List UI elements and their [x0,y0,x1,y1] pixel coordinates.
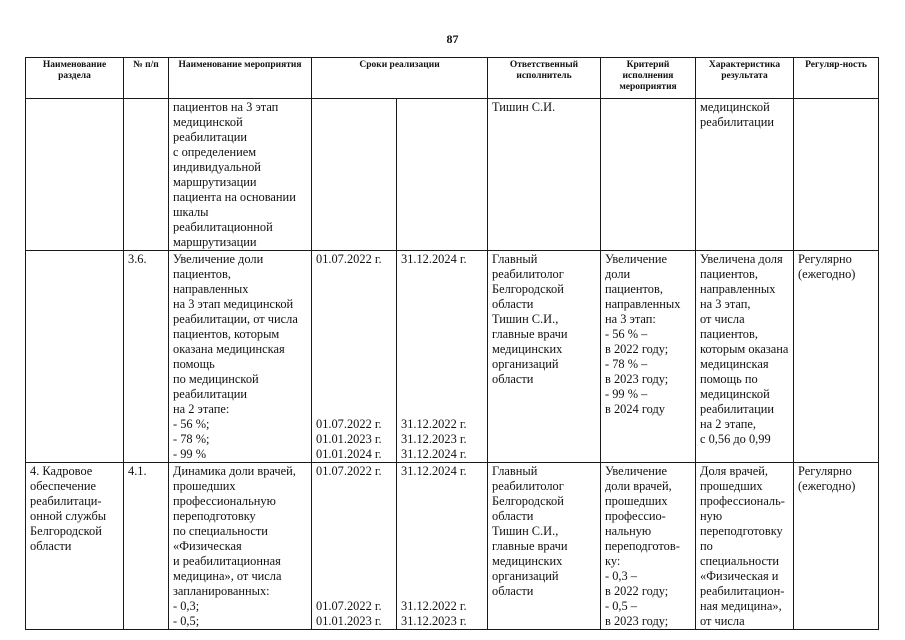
cell-line: по специальности [173,524,268,538]
cell-line: Динамика доли врачей, [173,464,296,478]
executor-cell [488,463,601,630]
cell-line: онной службы [30,509,107,523]
cell-line: - 99 % – [605,387,648,401]
cell-line: - 0,5 – [605,599,638,613]
start-date-cell [312,463,397,630]
cell-line: Белгородской [30,524,102,538]
cell-line: Увеличение доли [173,252,264,266]
criterion-cell [601,251,696,463]
cell-line: 31.12.2023 г. [401,432,467,446]
cell-line: пациентов, которым [173,327,280,341]
cell-line: области [492,297,534,311]
end-date-cell [397,99,488,251]
cell-line: 31.12.2022 г. [401,417,467,431]
cell-line: ная медицина», [700,599,782,613]
cell-line: доли [605,267,631,281]
cell-line: 01.07.2022 г. [316,252,382,266]
cell-line: от числа [700,312,745,326]
cell-line: медицинских [492,554,563,568]
cell-line: на 3 этап медицинской [173,297,294,311]
result-cell [696,251,794,463]
cell-line: Главный [492,252,538,266]
header-row [26,58,879,99]
cell-line: по [700,539,713,553]
cell-line: в 2023 году; [605,372,669,386]
criterion-cell [601,463,696,630]
cell-line: специальности [700,554,780,568]
cell-line: 01.07.2022 г. [316,417,382,431]
cell-line: - 0,5; [173,614,200,628]
cell-line: маршрутизации [173,175,257,189]
table-row [26,99,879,251]
cell-line: переподготовку [173,509,256,523]
cell-line: медицинской [173,115,243,129]
cell-line: направленных [700,282,776,296]
cell-line: организаций [492,357,559,371]
header-executor: Ответственный исполнитель [488,58,601,99]
cell-line: Увеличение [605,464,667,478]
cell-line: Белгородской [492,282,564,296]
cell-line: 31.12.2023 г. [401,614,467,628]
header-dates: Сроки реализации [312,58,488,99]
result-cell [696,463,794,630]
header-section: Наименование раздела [26,58,124,99]
cell-line: реабилитации [700,402,775,416]
header-regularity: Регуляр-ность [794,58,879,99]
regularity-cell [794,463,879,630]
cell-line: прошедших [605,494,668,508]
cell-line: медицинской [700,100,770,114]
cell-line: 4.1. [128,464,147,478]
number-cell [124,463,169,630]
cell-line: нальную [605,524,652,538]
cell-line: направленных [605,297,681,311]
cell-line: Увеличена доля [700,252,783,266]
regularity-cell [794,99,879,251]
cell-line: 01.01.2023 г. [316,614,382,628]
cell-line: пациентов, [605,282,663,296]
cell-line: 4. Кадровое [30,464,93,478]
cell-line: 31.12.2024 г. [401,252,467,266]
cell-line: «Физическая [173,539,242,553]
cell-line: Регулярно [798,252,852,266]
cell-line: и реабилитационная [173,554,281,568]
cell-line: 01.07.2022 г. [316,464,382,478]
cell-line: доли врачей, [605,479,672,493]
cell-line: ку: [605,554,621,568]
cell-line: - 0,3 – [605,569,638,583]
cell-line: индивидуальной [173,160,261,174]
regularity-cell [794,251,879,463]
cell-line: на 2 этапе, [700,417,756,431]
cell-line: реабилитации, от числа [173,312,298,326]
cell-line: Регулярно [798,464,852,478]
cell-line: - 0,3; [173,599,200,613]
cell-line: профессио- [605,509,666,523]
event-cell [169,463,312,630]
number-cell [124,251,169,463]
cell-line: области [30,539,72,553]
executor-cell [488,99,601,251]
cell-line: помощь по [700,372,758,386]
cell-line: медицина», от числа [173,569,282,583]
cell-line: шкалы [173,205,209,219]
end-date-cell [397,251,488,463]
cell-line: «Физическая и [700,569,779,583]
cell-line: 31.12.2024 г. [401,464,467,478]
cell-line: в 2023 году; [605,614,669,628]
result-cell [696,99,794,251]
cell-line: обеспечение [30,479,96,493]
cell-line: профессиональную [173,494,276,508]
cell-line: реабилитолог [492,267,564,281]
cell-line: реабилитацион- [700,584,785,598]
cell-line: реабилитационной [173,220,273,234]
cell-line: оказана медицинская [173,342,285,356]
activities-table [25,57,879,630]
cell-line: на 3 этап: [605,312,656,326]
cell-line: Увеличение [605,252,667,266]
header-number: № п/п [124,58,169,99]
cell-line: в 2024 году [605,402,665,416]
cell-line: 01.01.2024 г. [316,447,382,461]
cell-line: помощь [173,357,215,371]
cell-line: запланированных: [173,584,270,598]
cell-line: - 78 %; [173,432,210,446]
cell-line: Главный [492,464,538,478]
cell-line: организаций [492,569,559,583]
cell-line: - 56 %; [173,417,210,431]
cell-line: пациентов, [173,267,231,281]
table-row [26,463,879,630]
cell-line: области [492,509,534,523]
cell-line: направленных [173,282,249,296]
cell-line: - 78 % – [605,357,648,371]
cell-line: маршрутизации [173,235,257,249]
cell-line: реабилитации [173,130,248,144]
cell-line: 3.6. [128,252,147,266]
cell-line: по медицинской [173,372,259,386]
cell-line: ную [700,509,723,523]
cell-line: 31.12.2024 г. [401,447,467,461]
cell-line: прошедших [700,479,763,493]
section-cell [26,463,124,630]
cell-line: переподготов- [605,539,680,553]
cell-line: прошедших [173,479,236,493]
page-number: 87 [446,32,459,46]
cell-line: Тишин С.И., [492,312,559,326]
cell-line: пациентов, [700,267,758,281]
cell-line: 01.07.2022 г. [316,599,382,613]
cell-line: медицинской [700,387,770,401]
cell-line: в 2022 году; [605,342,669,356]
cell-line: пациентов, [700,327,758,341]
cell-line: Белгородской [492,494,564,508]
table-row [26,251,879,463]
cell-line: профессиональ- [700,494,785,508]
cell-line: с определением [173,145,257,159]
cell-line: 31.12.2022 г. [401,599,467,613]
cell-line: в 2022 году; [605,584,669,598]
cell-line: медицинских [492,342,563,356]
cell-line: пациента на основании [173,190,296,204]
cell-line: реабилитации [700,115,775,129]
cell-line: - 56 % – [605,327,648,341]
number-cell [124,99,169,251]
start-date-cell [312,99,397,251]
executor-cell [488,251,601,463]
cell-line: на 2 этапе: [173,402,230,416]
cell-line: (ежегодно) [798,479,856,493]
header-result: Характеристика результата [696,58,794,99]
cell-line: с 0,56 до 0,99 [700,432,771,446]
end-date-cell [397,463,488,630]
cell-line: пациентов на 3 этап [173,100,279,114]
cell-line: медицинская [700,357,769,371]
cell-line: Тишин С.И. [492,100,556,114]
section-cell [26,251,124,463]
cell-line: реабилитаци- [30,494,102,508]
criterion-cell [601,99,696,251]
cell-line: Доля врачей, [700,464,768,478]
cell-line: - 99 % [173,447,207,461]
cell-line: (ежегодно) [798,267,856,281]
cell-line: области [492,372,534,386]
start-date-cell [312,251,397,463]
cell-line: реабилитации [173,387,248,401]
header-criterion: Критерий исполнения мероприятия [601,58,696,99]
header-event: Наименование мероприятия [169,58,312,99]
cell-line: от числа [700,614,745,628]
section-cell [26,99,124,251]
cell-line: переподготовку [700,524,783,538]
event-cell [169,251,312,463]
cell-line: на 3 этап, [700,297,751,311]
cell-line: Тишин С.И., [492,524,559,538]
cell-line: главные врачи [492,327,568,341]
cell-line: 01.01.2023 г. [316,432,382,446]
cell-line: главные врачи [492,539,568,553]
cell-line: реабилитолог [492,479,564,493]
cell-line: области [492,584,534,598]
cell-line: которым оказана [700,342,789,356]
event-cell [169,99,312,251]
